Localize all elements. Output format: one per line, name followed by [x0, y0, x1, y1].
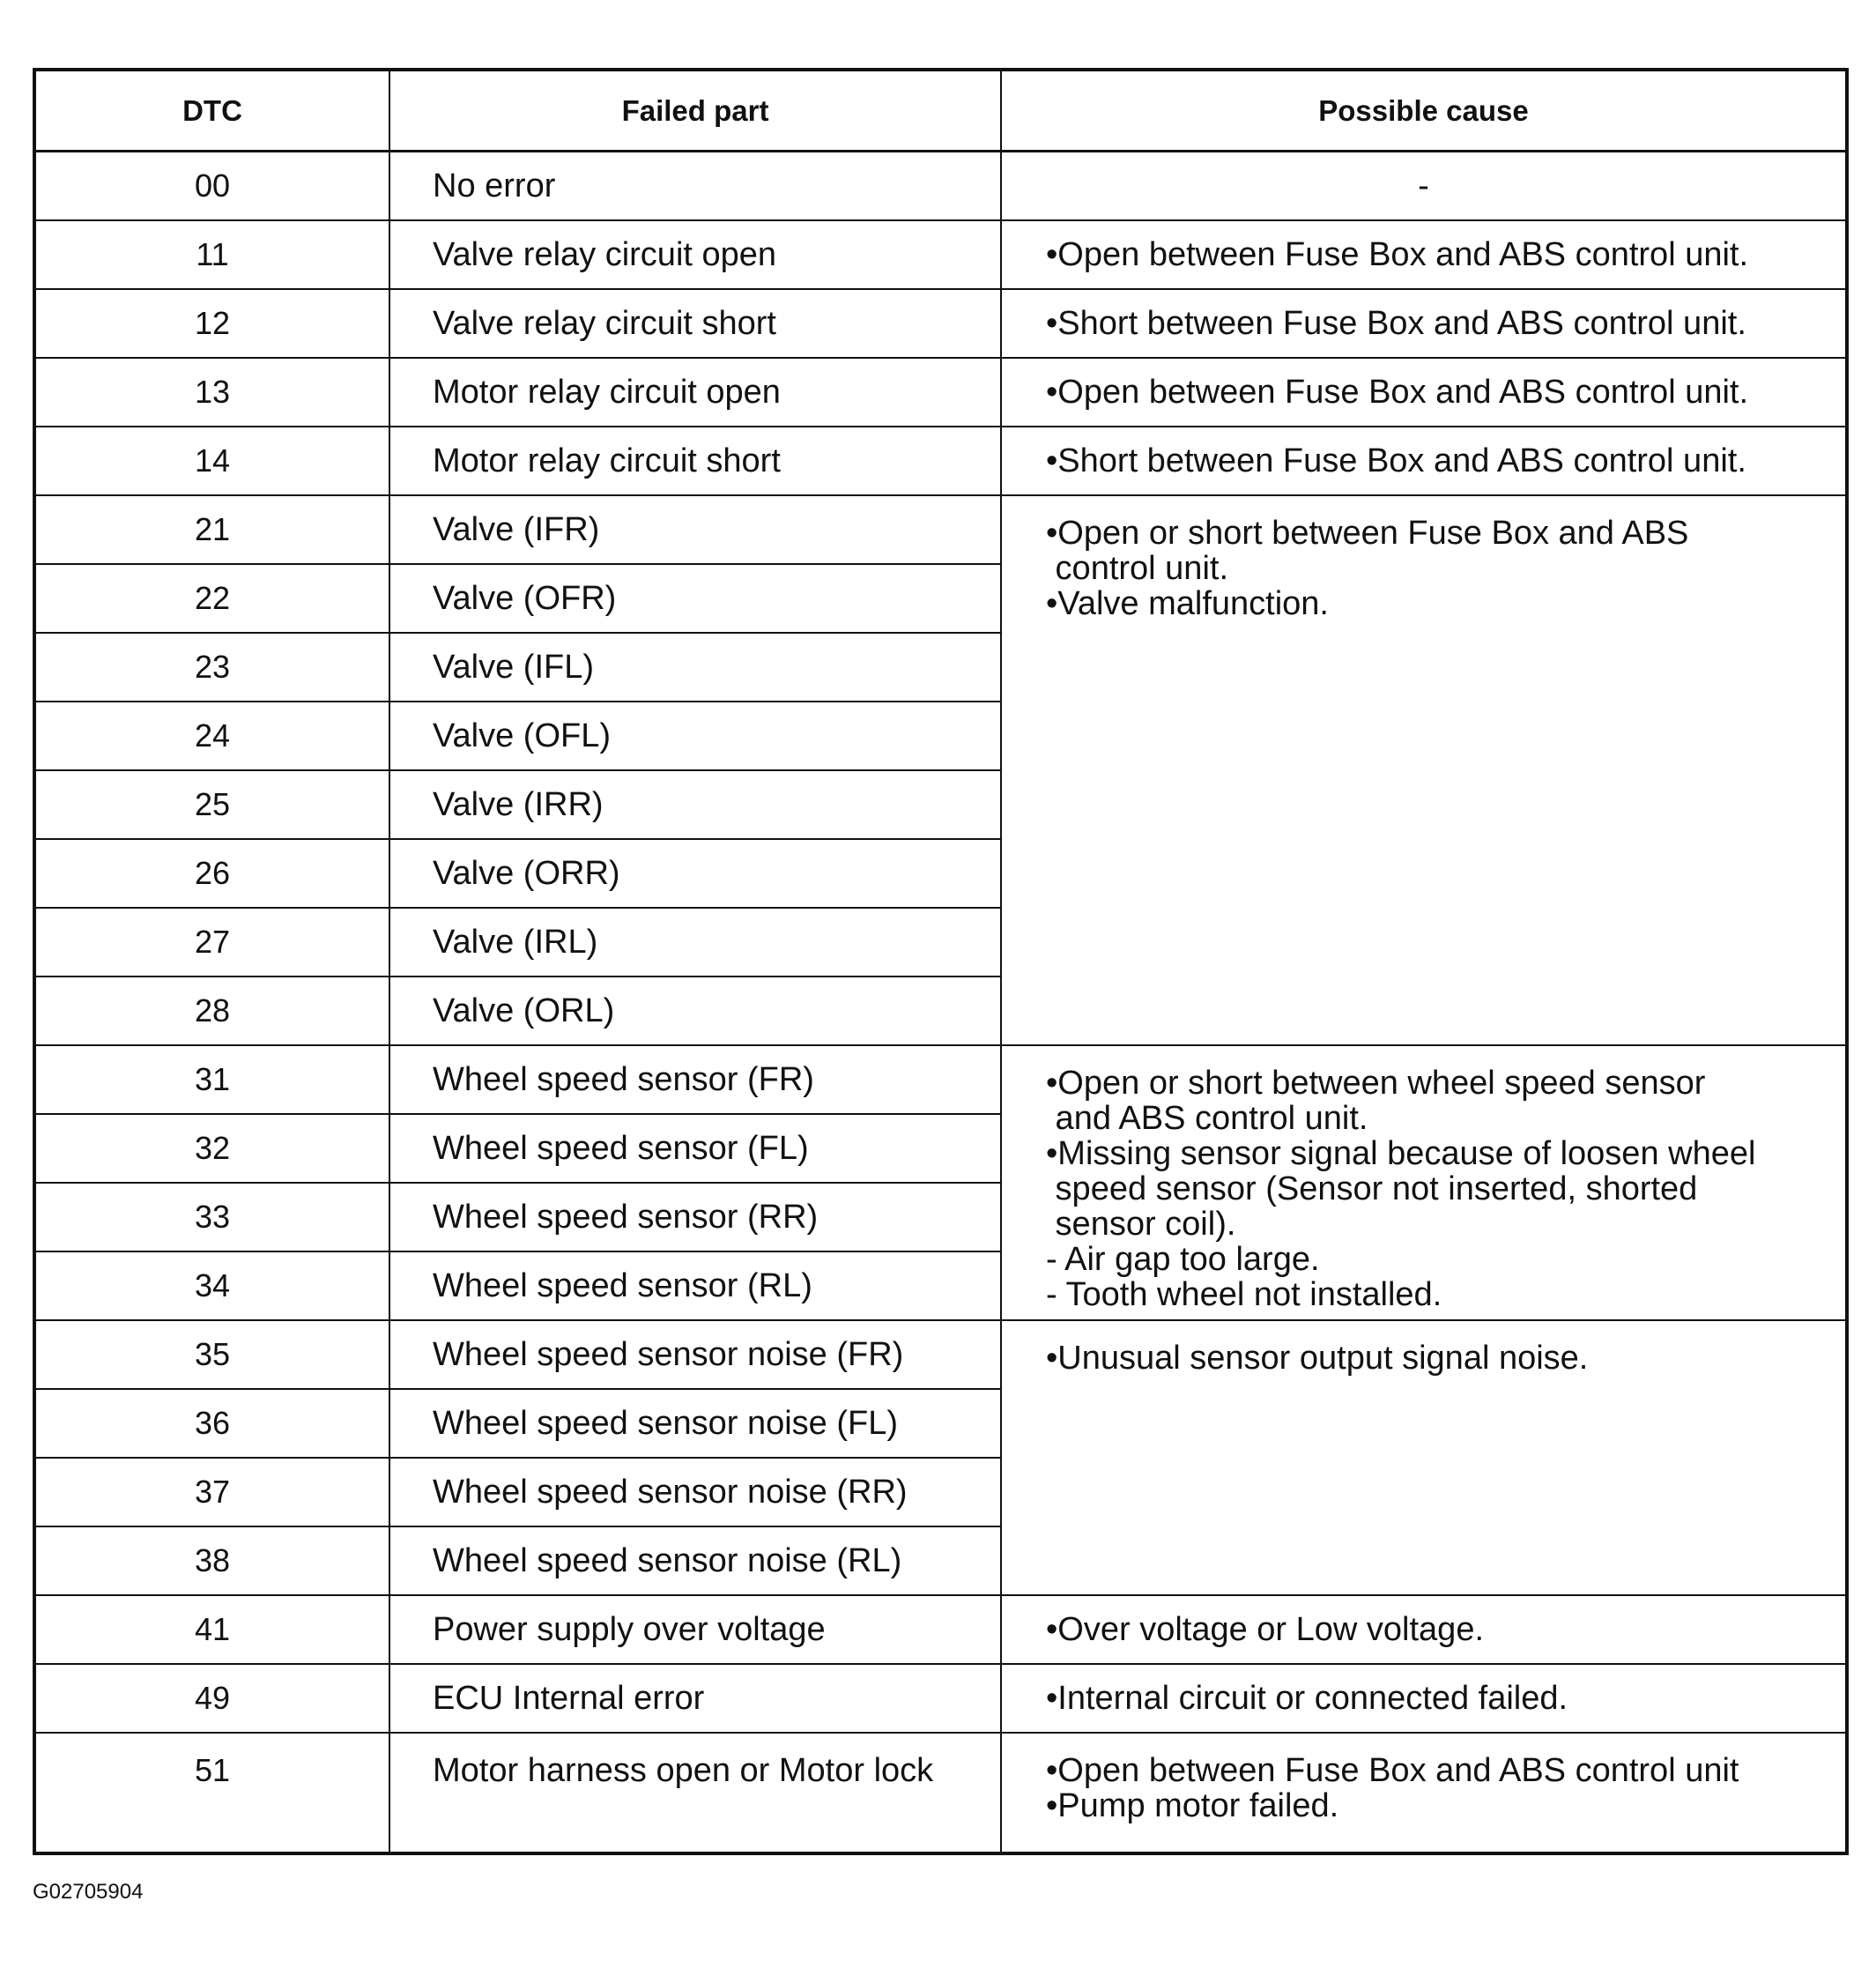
header-dtc: DTC: [34, 70, 389, 152]
header-possible-cause: Possible cause: [1001, 70, 1847, 152]
table-row: [34, 358, 1847, 427]
dtc-code: 14: [34, 427, 389, 495]
dtc-code: 24: [34, 702, 389, 770]
dtc-code: 11: [34, 220, 389, 289]
failed-part: Motor harness open or Motor lock: [389, 1733, 1001, 1853]
table-row: [34, 289, 1847, 358]
failed-part: Wheel speed sensor (RL): [389, 1251, 1001, 1320]
possible-cause: [1001, 289, 1847, 358]
dtc-code: 28: [34, 977, 389, 1045]
cause-line: •Open between Fuse Box and ABS control unit.: [1046, 236, 1749, 273]
header-row: [34, 70, 1847, 152]
cause-line: and ABS control unit.: [1046, 1100, 1368, 1137]
dtc-code: 23: [34, 633, 389, 702]
dtc-code: 34: [34, 1251, 389, 1320]
dtc-code: 25: [34, 770, 389, 839]
possible-cause: [1001, 358, 1847, 427]
failed-part: Wheel speed sensor (RR): [389, 1183, 1001, 1251]
failed-part: Valve (OFR): [389, 564, 1001, 633]
table-row: [34, 1045, 1847, 1114]
dtc-code: 13: [34, 358, 389, 427]
table-row: [34, 1733, 1847, 1853]
cause-line: •Unusual sensor output signal noise.: [1046, 1340, 1589, 1377]
failed-part: Valve (OFL): [389, 702, 1001, 770]
table-row: [34, 152, 1847, 221]
cause-line: •Open between Fuse Box and ABS control unit.: [1046, 374, 1749, 411]
failed-part: Valve (IRL): [389, 908, 1001, 977]
cause-line: •Pump motor failed.: [1046, 1787, 1339, 1824]
dtc-table: [33, 68, 1849, 1855]
possible-cause: [1001, 1595, 1847, 1664]
possible-cause: [1001, 1664, 1847, 1733]
possible-cause: [1001, 1733, 1847, 1853]
cause-line: •Missing sensor signal because of loosen wheel: [1046, 1135, 1756, 1172]
failed-part: Valve relay circuit open: [389, 220, 1001, 289]
cause-line: •Open or short between Fuse Box and ABS: [1046, 515, 1689, 552]
cause-line: •Over voltage or Low voltage.: [1046, 1611, 1485, 1648]
cause-line: •Internal circuit or connected failed.: [1046, 1680, 1568, 1717]
cause-line: control unit.: [1046, 550, 1228, 587]
header-failed-part: Failed part: [389, 70, 1001, 152]
failed-part: Wheel speed sensor noise (RR): [389, 1458, 1001, 1526]
failed-part: Valve (ORL): [389, 977, 1001, 1045]
cause-line: - Air gap too large.: [1046, 1241, 1320, 1278]
dtc-code: 38: [34, 1526, 389, 1595]
failed-part: ECU Internal error: [389, 1664, 1001, 1733]
failed-part: Valve (IFL): [389, 633, 1001, 702]
dtc-code: 22: [34, 564, 389, 633]
cause-line: -: [1418, 167, 1429, 204]
cause-line: speed sensor (Sensor not inserted, shorted: [1046, 1170, 1698, 1207]
failed-part: Wheel speed sensor noise (FL): [389, 1389, 1001, 1458]
table-row: [34, 495, 1847, 564]
cause-line: sensor coil).: [1046, 1206, 1236, 1243]
failed-part: Valve (ORR): [389, 839, 1001, 908]
possible-cause: [1001, 427, 1847, 495]
possible-cause: [1001, 220, 1847, 289]
cause-line: •Short between Fuse Box and ABS control unit.: [1046, 442, 1746, 479]
figure-code: G02705904: [33, 1880, 144, 1904]
cause-line: •Open or short between wheel speed sensor: [1046, 1065, 1706, 1102]
dtc-code: 37: [34, 1458, 389, 1526]
dtc-code: 51: [34, 1733, 389, 1853]
possible-cause: [1001, 1045, 1847, 1320]
cause-line: •Open between Fuse Box and ABS control unit: [1046, 1752, 1739, 1789]
cause-line: •Valve malfunction.: [1046, 585, 1329, 622]
table-row: [34, 220, 1847, 289]
failed-part: No error: [389, 152, 1001, 221]
dtc-code: 12: [34, 289, 389, 358]
table-row: [34, 1664, 1847, 1733]
table-row: [34, 1595, 1847, 1664]
possible-cause: [1001, 495, 1847, 1045]
failed-part: Wheel speed sensor (FR): [389, 1045, 1001, 1114]
failed-part: Power supply over voltage: [389, 1595, 1001, 1664]
failed-part: Valve (IRR): [389, 770, 1001, 839]
possible-cause: [1001, 152, 1847, 221]
dtc-code: 31: [34, 1045, 389, 1114]
failed-part: Valve (IFR): [389, 495, 1001, 564]
cause-line: - Tooth wheel not installed.: [1046, 1276, 1442, 1313]
failed-part: Motor relay circuit open: [389, 358, 1001, 427]
cause-line: •Short between Fuse Box and ABS control unit.: [1046, 305, 1746, 342]
table-row: [34, 1320, 1847, 1389]
possible-cause: [1001, 1320, 1847, 1595]
dtc-code: 36: [34, 1389, 389, 1458]
dtc-code: 49: [34, 1664, 389, 1733]
dtc-code: 21: [34, 495, 389, 564]
failed-part: Wheel speed sensor (FL): [389, 1114, 1001, 1183]
table-row: [34, 427, 1847, 495]
dtc-code: 32: [34, 1114, 389, 1183]
failed-part: Motor relay circuit short: [389, 427, 1001, 495]
dtc-code: 41: [34, 1595, 389, 1664]
dtc-code: 00: [34, 152, 389, 221]
failed-part: Wheel speed sensor noise (FR): [389, 1320, 1001, 1389]
dtc-code: 26: [34, 839, 389, 908]
dtc-code: 33: [34, 1183, 389, 1251]
failed-part: Valve relay circuit short: [389, 289, 1001, 358]
dtc-code: 35: [34, 1320, 389, 1389]
failed-part: Wheel speed sensor noise (RL): [389, 1526, 1001, 1595]
dtc-code: 27: [34, 908, 389, 977]
